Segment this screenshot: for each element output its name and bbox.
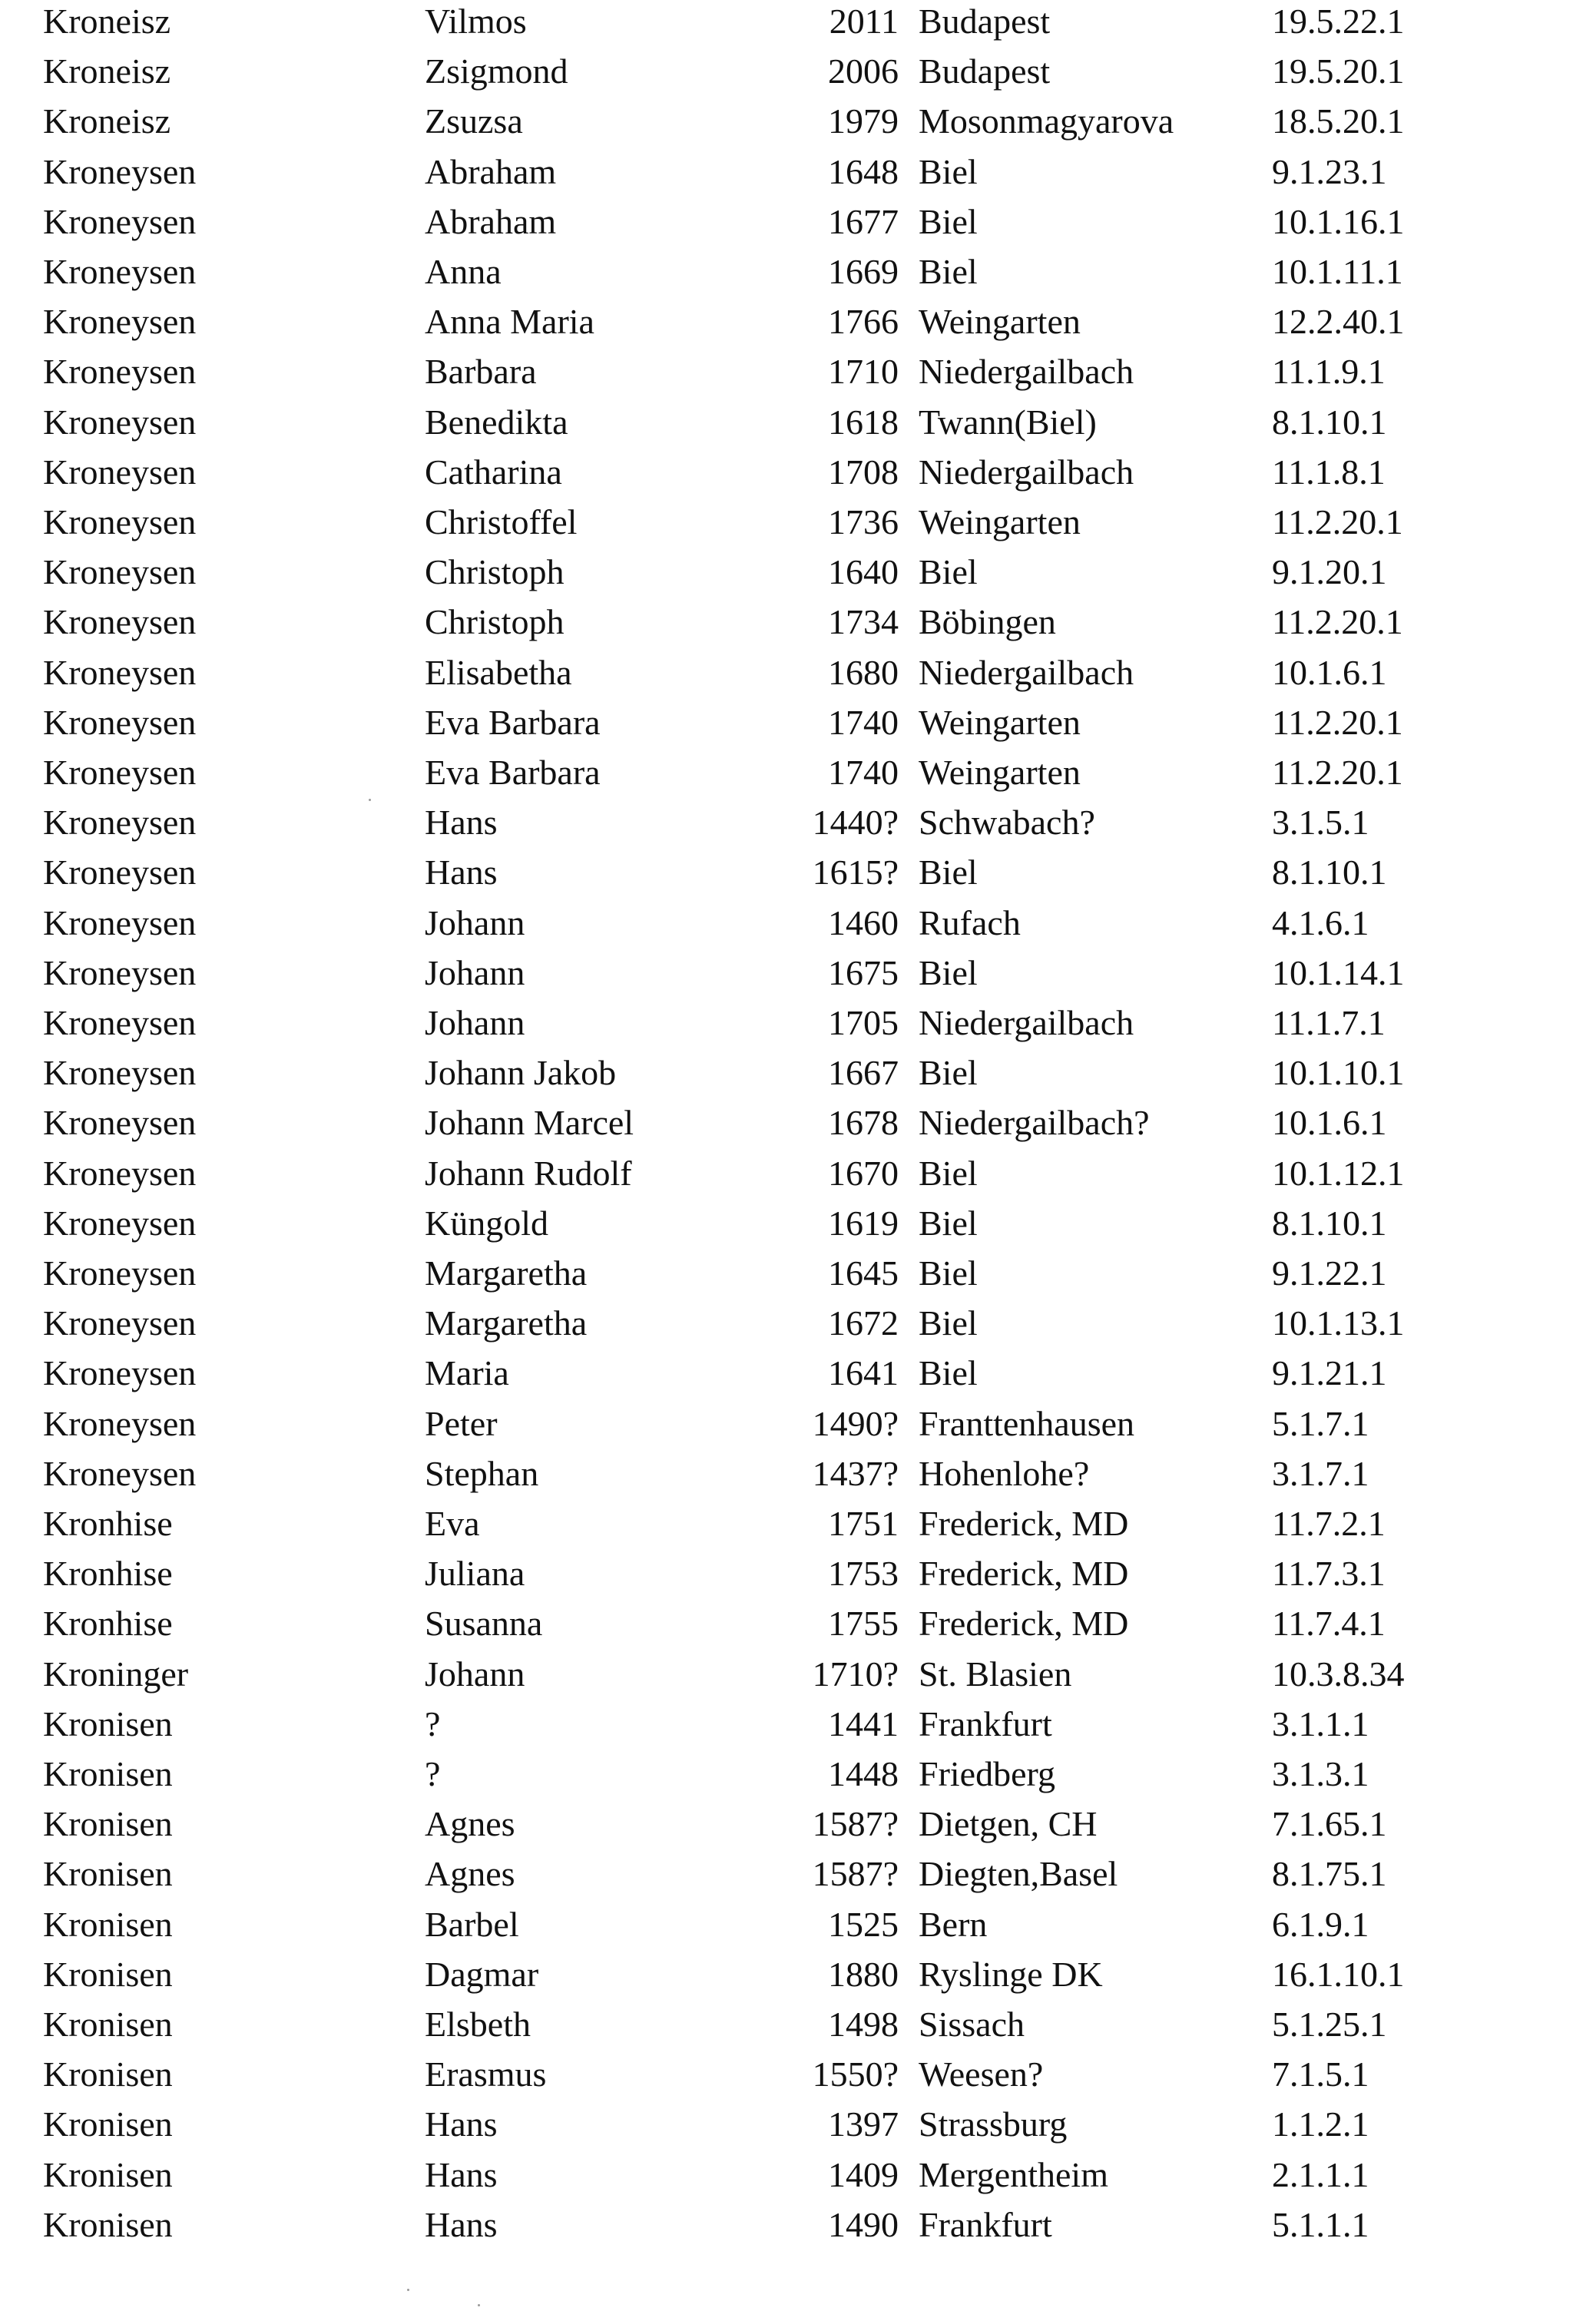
surname-cell: Kroneysen	[43, 1103, 197, 1143]
year-cell: 1440?	[812, 803, 899, 843]
given-name-cell: Abraham	[425, 201, 557, 241]
place-cell: Frankfurt	[919, 1703, 1052, 1743]
year-cell: 2006	[828, 51, 899, 91]
place-cell: Schwabach?	[919, 803, 1095, 843]
place-cell: Biel	[919, 1053, 978, 1093]
place-cell: Budapest	[919, 51, 1051, 91]
ledger-row	[0, 1352, 1596, 1402]
place-cell: Niedergailbach	[919, 1003, 1134, 1042]
year-cell: 1587?	[812, 1804, 899, 1844]
given-name-cell: Anna	[425, 252, 502, 291]
reference-cell: 3.1.7.1	[1272, 1453, 1369, 1493]
reference-cell: 19.5.22.1	[1272, 2, 1405, 41]
place-cell: Dietgen, CH	[919, 1804, 1098, 1844]
given-name-cell: Stephan	[425, 1453, 539, 1493]
given-name-cell: Hans	[425, 2204, 498, 2244]
year-cell: 1448	[828, 1754, 899, 1793]
place-cell: Böbingen	[919, 602, 1056, 642]
place-cell: Mosonmagyarova	[919, 101, 1174, 141]
ledger-row	[0, 200, 1596, 250]
ledger-row	[0, 1202, 1596, 1252]
given-name-cell: Barbara	[425, 352, 537, 392]
year-cell: 1498	[828, 2005, 899, 2044]
surname-cell: Kronisen	[43, 1754, 173, 1793]
year-cell: 1710	[828, 352, 899, 392]
surname-cell: Kroneysen	[43, 1003, 197, 1042]
surname-cell: Kroneysen	[43, 702, 197, 742]
ledger-row	[0, 952, 1596, 1002]
reference-cell: 9.1.23.1	[1272, 151, 1387, 191]
ledger-row	[0, 250, 1596, 300]
reference-cell: 11.2.20.1	[1272, 702, 1403, 742]
surname-cell: Kronhise	[43, 1604, 173, 1644]
place-cell: Mergentheim	[919, 2154, 1108, 2194]
given-name-cell: Hans	[425, 853, 498, 892]
place-cell: Frankfurt	[919, 2204, 1052, 2244]
given-name-cell: Juliana	[425, 1554, 525, 1594]
given-name-cell: Zsigmond	[425, 51, 568, 91]
year-cell: 1753	[828, 1554, 899, 1594]
surname-cell: Kroneysen	[43, 1303, 197, 1343]
given-name-cell: Christoph	[425, 602, 565, 642]
year-cell: 1615?	[812, 853, 899, 892]
given-name-cell: Margaretha	[425, 1253, 588, 1293]
reference-cell: 11.2.20.1	[1272, 753, 1403, 792]
surname-cell: Kronisen	[43, 2104, 173, 2144]
place-cell: Hohenlohe?	[919, 1453, 1090, 1493]
reference-cell: 5.1.25.1	[1272, 2005, 1387, 2044]
ledger-row	[0, 1602, 1596, 1652]
ledger-row	[0, 300, 1596, 350]
reference-cell: 11.7.3.1	[1272, 1554, 1386, 1594]
place-cell: Weingarten	[919, 702, 1081, 742]
place-cell: Budapest	[919, 2, 1051, 41]
ledger-row	[0, 801, 1596, 851]
ledger-row	[0, 1402, 1596, 1452]
reference-cell: 9.1.20.1	[1272, 552, 1387, 592]
surname-cell: Kroneysen	[43, 753, 197, 792]
surname-cell: Kroneisz	[43, 101, 171, 141]
surname-cell: Kronisen	[43, 2005, 173, 2044]
scan-speck	[478, 2304, 480, 2306]
surname-cell: Kroneysen	[43, 302, 197, 342]
reference-cell: 12.2.40.1	[1272, 302, 1405, 342]
reference-cell: 8.1.10.1	[1272, 853, 1387, 892]
ledger-row	[0, 1653, 1596, 1703]
surname-cell: Kroneysen	[43, 252, 197, 291]
ledger-row	[0, 701, 1596, 751]
place-cell: Biel	[919, 151, 978, 191]
place-cell: Weingarten	[919, 502, 1081, 541]
place-cell: Weingarten	[919, 753, 1081, 792]
surname-cell: Kroninger	[43, 1654, 189, 1694]
year-cell: 1678	[828, 1103, 899, 1143]
reference-cell: 2.1.1.1	[1272, 2154, 1369, 2194]
year-cell: 1736	[828, 502, 899, 541]
given-name-cell: Hans	[425, 803, 498, 843]
ledger-row	[0, 751, 1596, 801]
reference-cell: 10.1.14.1	[1272, 952, 1405, 992]
ledger-row	[0, 451, 1596, 501]
place-cell: Niedergailbach?	[919, 1103, 1150, 1143]
given-name-cell: Agnes	[425, 1804, 515, 1844]
reference-cell: 18.5.20.1	[1272, 101, 1405, 141]
ledger-row	[0, 100, 1596, 150]
year-cell: 1672	[828, 1303, 899, 1343]
year-cell: 1645	[828, 1253, 899, 1293]
place-cell: Biel	[919, 1153, 978, 1193]
year-cell: 1667	[828, 1053, 899, 1093]
place-cell: Diegten,Basel	[919, 1854, 1118, 1894]
reference-cell: 3.1.1.1	[1272, 1703, 1369, 1743]
place-cell: St. Blasien	[919, 1654, 1072, 1694]
ledger-row	[0, 1252, 1596, 1302]
surname-cell: Kronisen	[43, 1954, 173, 1994]
surname-cell: Kroneysen	[43, 1253, 197, 1293]
year-cell: 1587?	[812, 1854, 899, 1894]
reference-cell: 5.1.7.1	[1272, 1403, 1369, 1443]
reference-cell: 6.1.9.1	[1272, 1904, 1369, 1944]
place-cell: Biel	[919, 1303, 978, 1343]
reference-cell: 11.2.20.1	[1272, 602, 1403, 642]
ledger-row	[0, 2053, 1596, 2103]
surname-cell: Kronhise	[43, 1504, 173, 1543]
place-cell: Niedergailbach	[919, 652, 1134, 692]
surname-cell: Kroneysen	[43, 1403, 197, 1443]
surname-cell: Kroneysen	[43, 151, 197, 191]
year-cell: 1766	[828, 302, 899, 342]
reference-cell: 10.1.12.1	[1272, 1153, 1405, 1193]
year-cell: 1740	[828, 702, 899, 742]
year-cell: 1755	[828, 1604, 899, 1644]
surname-cell: Kroneysen	[43, 1353, 197, 1393]
surname-cell: Kroneisz	[43, 2, 171, 41]
ledger-row	[0, 1452, 1596, 1502]
surname-cell: Kroneysen	[43, 502, 197, 541]
given-name-cell: Susanna	[425, 1604, 543, 1644]
ledger-row	[0, 1302, 1596, 1352]
surname-cell: Kronhise	[43, 1554, 173, 1594]
ledger-row	[0, 2003, 1596, 2053]
given-name-cell: Eva Barbara	[425, 753, 601, 792]
given-name-cell: Johann Rudolf	[425, 1153, 632, 1193]
year-cell: 1880	[828, 1954, 899, 1994]
place-cell: Frederick, MD	[919, 1504, 1129, 1543]
ledger-row	[0, 601, 1596, 651]
reference-cell: 3.1.3.1	[1272, 1754, 1369, 1793]
reference-cell: 10.1.10.1	[1272, 1053, 1405, 1093]
given-name-cell: Barbel	[425, 1904, 519, 1944]
reference-cell: 11.1.9.1	[1272, 352, 1386, 392]
reference-cell: 8.1.75.1	[1272, 1854, 1387, 1894]
year-cell: 1670	[828, 1153, 899, 1193]
given-name-cell: Johann	[425, 952, 525, 992]
year-cell: 1618	[828, 402, 899, 442]
place-cell: Niedergailbach	[919, 452, 1134, 492]
surname-cell: Kronisen	[43, 1854, 173, 1894]
place-cell: Biel	[919, 1203, 978, 1243]
ledger-row	[0, 1753, 1596, 1803]
place-cell: Frederick, MD	[919, 1604, 1129, 1644]
given-name-cell: Küngold	[425, 1203, 548, 1243]
year-cell: 1751	[828, 1504, 899, 1543]
surname-cell: Kroneysen	[43, 1453, 197, 1493]
place-cell: Biel	[919, 552, 978, 592]
surname-cell: Kroneysen	[43, 452, 197, 492]
ledger-row	[0, 1002, 1596, 1051]
surname-cell: Kroneysen	[43, 201, 197, 241]
given-name-cell: Vilmos	[425, 2, 527, 41]
year-cell: 1441	[828, 1703, 899, 1743]
place-cell: Ryslinge DK	[919, 1954, 1103, 1994]
year-cell: 1675	[828, 952, 899, 992]
place-cell: Franttenhausen	[919, 1403, 1135, 1443]
surname-cell: Kroneysen	[43, 602, 197, 642]
place-cell: Twann(Biel)	[919, 402, 1097, 442]
surname-cell: Kroneysen	[43, 952, 197, 992]
given-name-cell: Agnes	[425, 1854, 515, 1894]
given-name-cell: Johann	[425, 1654, 525, 1694]
surname-cell: Kroneysen	[43, 552, 197, 592]
surname-cell: Kroneysen	[43, 1053, 197, 1093]
ledger-row	[0, 1953, 1596, 2003]
given-name-cell: Catharina	[425, 452, 562, 492]
ledger-row	[0, 1152, 1596, 1202]
place-cell: Biel	[919, 1253, 978, 1293]
surname-cell: Kronisen	[43, 2154, 173, 2194]
surname-cell: Kroneisz	[43, 51, 171, 91]
reference-cell: 11.1.7.1	[1272, 1003, 1386, 1042]
place-cell: Friedberg	[919, 1754, 1056, 1793]
given-name-cell: Johann Jakob	[425, 1053, 617, 1093]
surname-cell: Kronisen	[43, 1703, 173, 1743]
surname-cell: Kroneysen	[43, 652, 197, 692]
surname-cell: Kronisen	[43, 2054, 173, 2094]
given-name-cell: Abraham	[425, 151, 557, 191]
reference-cell: 10.1.13.1	[1272, 1303, 1405, 1343]
given-name-cell: Dagmar	[425, 1954, 539, 1994]
year-cell: 1490	[828, 2204, 899, 2244]
year-cell: 1677	[828, 201, 899, 241]
reference-cell: 8.1.10.1	[1272, 402, 1387, 442]
ledger-row	[0, 401, 1596, 451]
year-cell: 1619	[828, 1203, 899, 1243]
surname-cell: Kroneysen	[43, 352, 197, 392]
surname-cell: Kronisen	[43, 2204, 173, 2244]
ledger-row	[0, 0, 1596, 50]
place-cell: Biel	[919, 252, 978, 291]
place-cell: Niedergailbach	[919, 352, 1134, 392]
ledger-row	[0, 1552, 1596, 1602]
reference-cell: 7.1.65.1	[1272, 1804, 1387, 1844]
year-cell: 1409	[828, 2154, 899, 2194]
reference-cell: 16.1.10.1	[1272, 1954, 1405, 1994]
ledger-row	[0, 651, 1596, 701]
year-cell: 1397	[828, 2104, 899, 2144]
ledger-row	[0, 551, 1596, 601]
ledger-row	[0, 350, 1596, 400]
given-name-cell: Peter	[425, 1403, 498, 1443]
ledger-row	[0, 1703, 1596, 1753]
ledger-row	[0, 50, 1596, 100]
year-cell: 1669	[828, 252, 899, 291]
ledger-row	[0, 1903, 1596, 1953]
surname-cell: Kroneysen	[43, 1203, 197, 1243]
ledger-row	[0, 1803, 1596, 1852]
given-name-cell: Margaretha	[425, 1303, 588, 1343]
reference-cell: 5.1.1.1	[1272, 2204, 1369, 2244]
given-name-cell: Eva	[425, 1504, 480, 1543]
year-cell: 1740	[828, 753, 899, 792]
year-cell: 1979	[828, 101, 899, 141]
reference-cell: 9.1.21.1	[1272, 1353, 1387, 1393]
given-name-cell: Christoph	[425, 552, 565, 592]
surname-cell: Kronisen	[43, 1804, 173, 1844]
surname-cell: Kroneysen	[43, 803, 197, 843]
year-cell: 1705	[828, 1003, 899, 1042]
year-cell: 1710?	[812, 1654, 899, 1694]
year-cell: 1708	[828, 452, 899, 492]
year-cell: 1460	[828, 902, 899, 942]
place-cell: Strassburg	[919, 2104, 1068, 2144]
given-name-cell: Johann	[425, 902, 525, 942]
reference-cell: 10.1.6.1	[1272, 652, 1387, 692]
reference-cell: 4.1.6.1	[1272, 902, 1369, 942]
given-name-cell: Zsuzsa	[425, 101, 523, 141]
place-cell: Bern	[919, 1904, 988, 1944]
given-name-cell: Hans	[425, 2154, 498, 2194]
reference-cell: 11.7.2.1	[1272, 1504, 1386, 1543]
place-cell: Biel	[919, 1353, 978, 1393]
place-cell: Weingarten	[919, 302, 1081, 342]
given-name-cell: Elisabetha	[425, 652, 572, 692]
reference-cell: 1.1.2.1	[1272, 2104, 1369, 2144]
surname-cell: Kroneysen	[43, 402, 197, 442]
reference-cell: 11.2.20.1	[1272, 502, 1403, 541]
given-name-cell: Anna Maria	[425, 302, 594, 342]
year-cell: 1641	[828, 1353, 899, 1393]
ledger-row	[0, 1101, 1596, 1151]
reference-cell: 9.1.22.1	[1272, 1253, 1387, 1293]
reference-cell: 10.1.11.1	[1272, 252, 1403, 291]
ledger-row	[0, 1852, 1596, 1902]
given-name-cell: Elsbeth	[425, 2005, 531, 2044]
scan-speck	[369, 799, 371, 801]
ledger-row	[0, 2154, 1596, 2203]
reference-cell: 11.1.8.1	[1272, 452, 1386, 492]
place-cell: Rufach	[919, 902, 1021, 942]
given-name-cell: Eva Barbara	[425, 702, 601, 742]
ledger-row	[0, 2103, 1596, 2153]
ledger-row	[0, 2203, 1596, 2253]
given-name-cell: Benedikta	[425, 402, 568, 442]
reference-cell: 10.3.8.34	[1272, 1654, 1405, 1694]
given-name-cell: Maria	[425, 1353, 509, 1393]
scan-speck	[407, 2289, 409, 2291]
given-name-cell: Erasmus	[425, 2054, 547, 2094]
place-cell: Sissach	[919, 2005, 1025, 2044]
ledger-row	[0, 501, 1596, 551]
place-cell: Biel	[919, 853, 978, 892]
year-cell: 1640	[828, 552, 899, 592]
reference-cell: 3.1.5.1	[1272, 803, 1369, 843]
year-cell: 1490?	[812, 1403, 899, 1443]
surname-cell: Kroneysen	[43, 1153, 197, 1193]
ledger-row	[0, 1051, 1596, 1101]
place-cell: Biel	[919, 952, 978, 992]
ledger-row	[0, 902, 1596, 952]
given-name-cell: ?	[425, 1703, 441, 1743]
reference-cell: 10.1.6.1	[1272, 1103, 1387, 1143]
year-cell: 1648	[828, 151, 899, 191]
reference-cell: 7.1.5.1	[1272, 2054, 1369, 2094]
ledger-row	[0, 1502, 1596, 1552]
ledger-row	[0, 151, 1596, 200]
reference-cell: 19.5.20.1	[1272, 51, 1405, 91]
place-cell: Biel	[919, 201, 978, 241]
year-cell: 1734	[828, 602, 899, 642]
given-name-cell: Johann Marcel	[425, 1103, 634, 1143]
year-cell: 1437?	[812, 1453, 899, 1493]
place-cell: Frederick, MD	[919, 1554, 1129, 1594]
reference-cell: 10.1.16.1	[1272, 201, 1405, 241]
year-cell: 1550?	[812, 2054, 899, 2094]
given-name-cell: Hans	[425, 2104, 498, 2144]
given-name-cell: Johann	[425, 1003, 525, 1042]
surname-cell: Kronisen	[43, 1904, 173, 1944]
year-cell: 1525	[828, 1904, 899, 1944]
surname-cell: Kroneysen	[43, 902, 197, 942]
place-cell: Weesen?	[919, 2054, 1044, 2094]
given-name-cell: ?	[425, 1754, 441, 1793]
reference-cell: 8.1.10.1	[1272, 1203, 1387, 1243]
reference-cell: 11.7.4.1	[1272, 1604, 1386, 1644]
year-cell: 1680	[828, 652, 899, 692]
ledger-row	[0, 851, 1596, 901]
surname-cell: Kroneysen	[43, 853, 197, 892]
given-name-cell: Christoffel	[425, 502, 578, 541]
year-cell: 2011	[829, 2, 899, 41]
